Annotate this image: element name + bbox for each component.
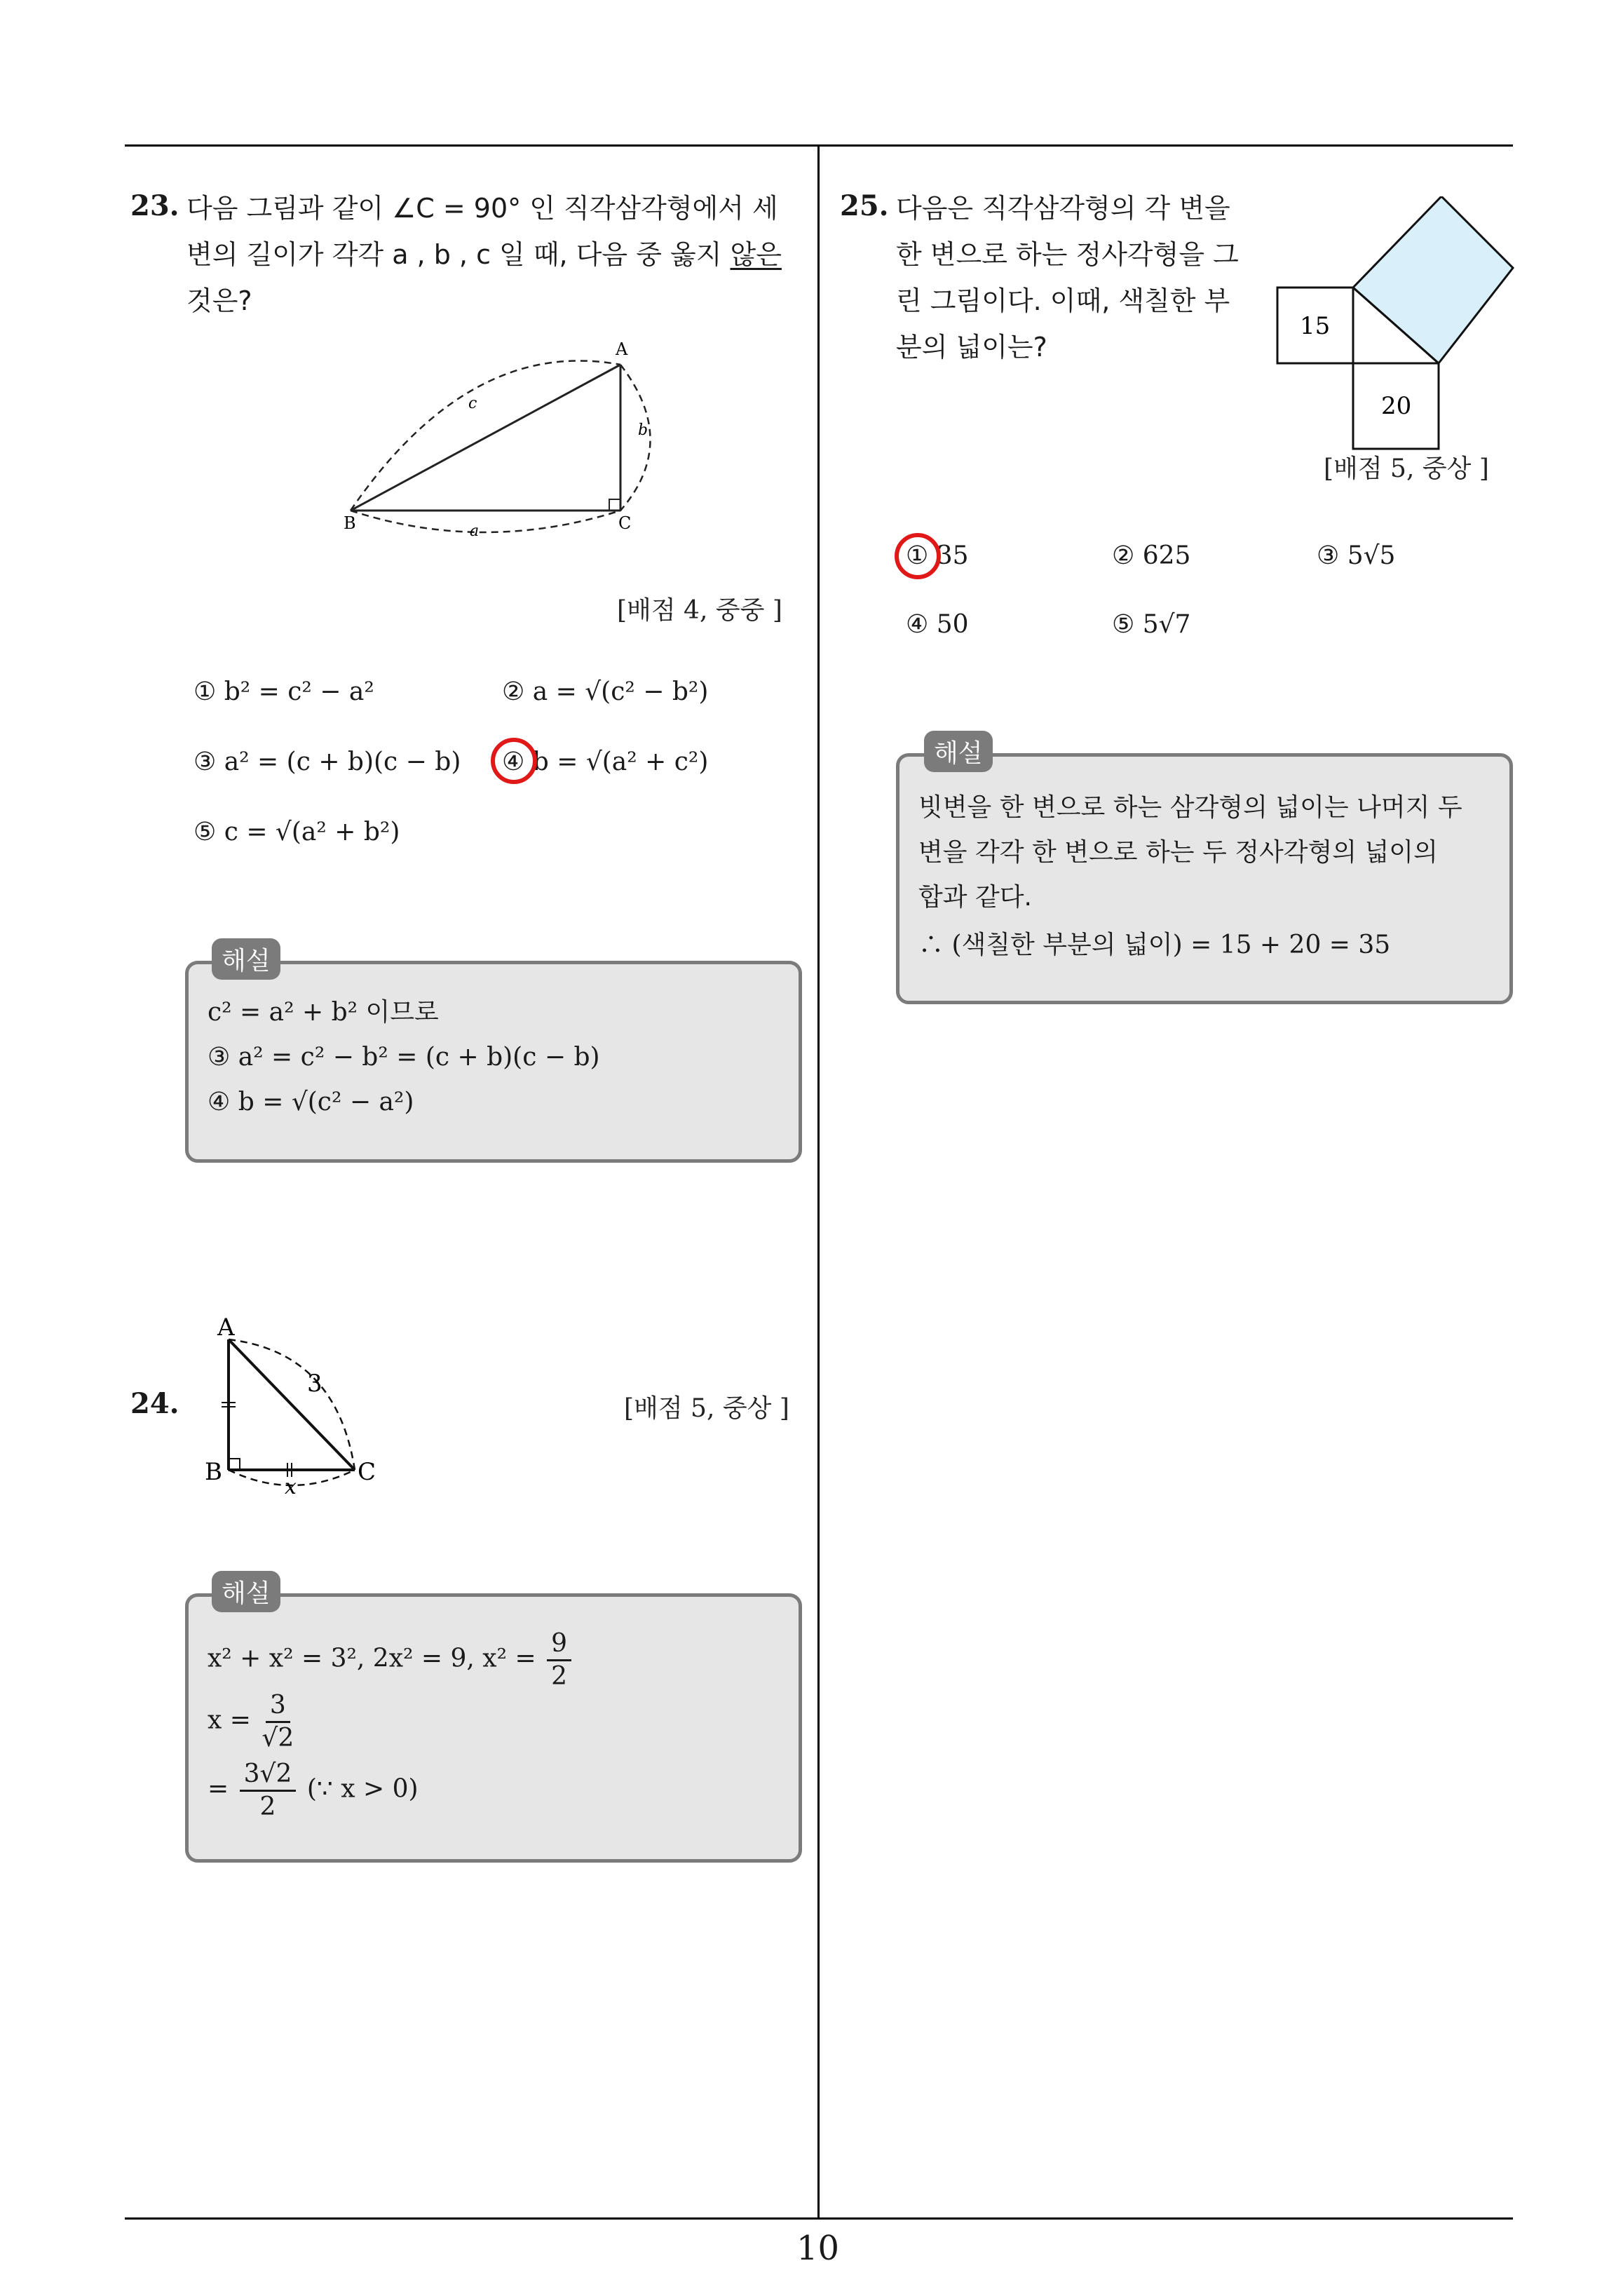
solution-text: =	[208, 1774, 229, 1804]
solution-tag: 해설	[924, 731, 993, 772]
label-B: B	[205, 1458, 222, 1486]
answer-mark-circle	[491, 738, 537, 784]
choice-1[interactable]: ① b² = c² − a²	[193, 677, 374, 706]
solution-line3: 합과 같다.	[918, 883, 1032, 912]
choice-4[interactable]: ④ b = √(a² + c²)	[502, 748, 709, 776]
label-hypotenuse: 3	[307, 1370, 322, 1398]
numerator: 3	[266, 1690, 290, 1723]
question-number: 24.	[130, 1387, 179, 1420]
label-c: c	[468, 395, 477, 412]
solution-line4: ∴ (색칠한 부분의 넓이) = 15 + 20 = 35	[918, 931, 1391, 959]
label-x: x	[285, 1475, 297, 1499]
fraction	[262, 1690, 294, 1754]
choice-4[interactable]: ④ 50	[906, 610, 969, 639]
solution-line2: ③ a² = c² − b² = (c + b)(c − b)	[208, 1043, 600, 1072]
question-text-line3: 린 그림이다. 이때, 색칠한 부	[896, 285, 1230, 316]
question-number: 25.	[840, 189, 889, 222]
fraction	[240, 1759, 297, 1823]
choice-5[interactable]: ⑤ 5√7	[1112, 610, 1191, 639]
fraction	[547, 1628, 571, 1692]
question-text-line2	[186, 231, 782, 278]
solution-line3	[208, 1759, 419, 1823]
label-b: b	[638, 421, 648, 439]
numerator: 3√2	[240, 1759, 297, 1792]
label-C: C	[358, 1458, 376, 1486]
triangle-figure-q24	[203, 1310, 400, 1499]
numerator: 9	[547, 1628, 571, 1661]
question-text-line3: 것은?	[186, 285, 252, 316]
bottom-rule	[125, 2217, 1513, 2220]
choice-3[interactable]: ③ 5√5	[1317, 541, 1396, 570]
solution-text: c² = a² + b² 이므로	[208, 998, 439, 1027]
triangle-figure-q23	[330, 330, 666, 540]
solution-line1	[208, 1628, 574, 1692]
solution-tag: 해설	[212, 938, 280, 980]
solution-text: x² + x² = 3², 2x² = 9, x² =	[208, 1644, 536, 1673]
denominator: √2	[262, 1724, 294, 1753]
denominator: 2	[551, 1662, 567, 1691]
solution-line2: 변을 각각 한 변으로 하는 두 정사각형의 넓이의	[918, 838, 1438, 867]
label-B: B	[344, 513, 356, 533]
pythagoras-squares-figure	[1269, 196, 1521, 456]
column-divider	[817, 144, 820, 2219]
choice-3[interactable]: ③ a² = (c + b)(c − b)	[193, 748, 461, 776]
question-text-line1: 다음은 직각삼각형의 각 변을	[896, 193, 1230, 224]
label-20: 20	[1381, 392, 1412, 420]
solution-line3: ④ b = √(c² − a²)	[208, 1088, 414, 1116]
label-15: 15	[1300, 312, 1331, 340]
label-A: A	[616, 339, 628, 359]
question-text-line1: 다음 그림과 같이 ∠C = 90° 인 직각삼각형에서 세	[186, 193, 778, 224]
choice-2[interactable]: ② a = √(c² − b²)	[502, 677, 709, 706]
question-text-line4: 분의 넓이는?	[896, 332, 1047, 363]
label-A: A	[217, 1314, 235, 1342]
solution-tag: 해설	[212, 1571, 280, 1612]
score-label: [배점 5, 중상 ]	[624, 1394, 789, 1423]
solution-line1: 빗변을 한 변으로 하는 삼각형의 넓이는 나머지 두	[918, 793, 1462, 822]
denominator: 2	[259, 1792, 276, 1821]
solution-line2	[208, 1690, 297, 1754]
solution-text-suffix: (∵ x > 0)	[306, 1774, 419, 1804]
question-number: 23.	[130, 189, 179, 222]
label-a: a	[470, 522, 480, 540]
choice-2[interactable]: ② 625	[1112, 541, 1191, 570]
question-text-line2: 한 변으로 하는 정사각형을 그	[896, 239, 1239, 270]
label-C: C	[618, 513, 632, 533]
solution-text: x =	[208, 1706, 251, 1735]
choice-5[interactable]: ⑤ c = √(a² + b²)	[193, 818, 400, 846]
page-number: 10	[796, 2229, 840, 2268]
solution-line1	[208, 990, 439, 1035]
question-text-line2-main: 변의 길이가 각각 a , b , c 일 때, 다음 중 옳지	[186, 239, 731, 270]
score-label: [배점 5, 중상 ]	[1324, 454, 1489, 483]
answer-mark-circle	[895, 533, 941, 579]
score-label: [배점 4, 중중 ]	[617, 596, 782, 625]
choice-1[interactable]: ① 35	[906, 541, 969, 570]
underlined-word: 않은	[730, 239, 782, 270]
